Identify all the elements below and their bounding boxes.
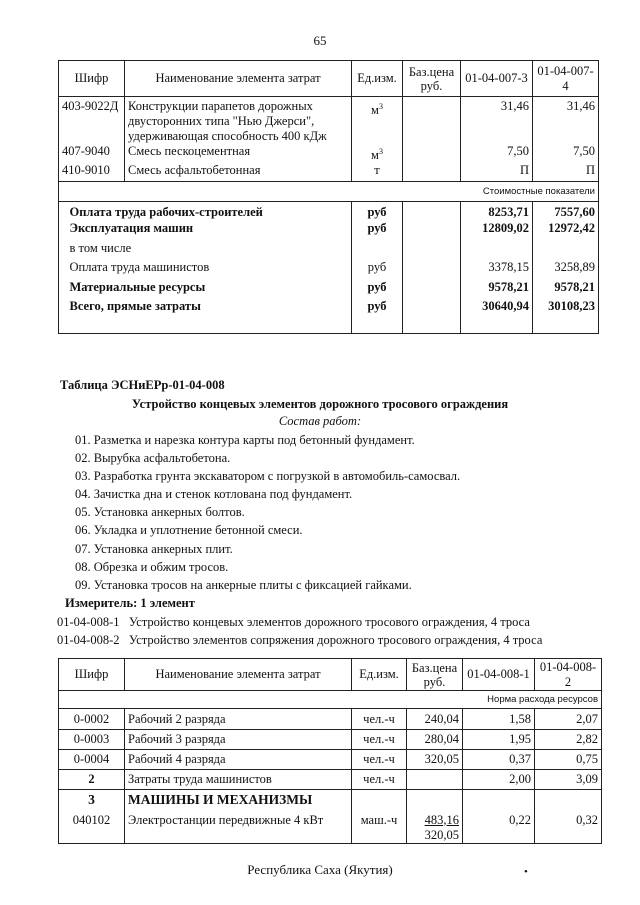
- section-label-row: [59, 691, 602, 709]
- row-name: Смесь пескоцементная: [125, 144, 352, 163]
- row-name: Рабочий 4 разряда: [125, 750, 352, 770]
- composition-title: Состав работ:: [278, 414, 362, 428]
- section-label: Стоимостные показатели: [59, 181, 599, 201]
- cost-v2: 3258,89: [533, 260, 599, 280]
- cost-row: [59, 241, 599, 260]
- row-price: 280,04: [407, 730, 463, 750]
- row-price: [407, 770, 463, 790]
- row-code: 3: [59, 790, 125, 810]
- cost-name: Материальные ресурсы: [125, 280, 352, 299]
- row-price: [403, 163, 461, 181]
- work-step: 01. Разметка и нарезка контура карты под бетонный фундамент.: [75, 433, 415, 447]
- table-row: [59, 790, 602, 810]
- cost-name: в том числе: [125, 241, 352, 260]
- cost-v2: 9578,21: [533, 280, 599, 299]
- table-row: [59, 750, 602, 770]
- cost-row: [59, 201, 599, 221]
- row-v1: 2,00: [463, 770, 535, 790]
- header-col1: 01-04-008-1: [463, 659, 535, 691]
- row-name: Электростанции передвижные 4 кВт: [125, 810, 352, 844]
- work-step: 03. Разработка грунта экскаватором с погрузкой в автомобиль-самосвал.: [75, 469, 461, 483]
- header-price: Баз.цена руб.: [407, 659, 463, 691]
- header-code: Шифр: [59, 61, 125, 97]
- cost-v1: 8253,71: [461, 201, 533, 221]
- table-row: [59, 810, 602, 844]
- header-unit: Ед.изм.: [352, 61, 403, 97]
- row-name: Рабочий 2 разряда: [125, 709, 352, 730]
- header-name: Наименование элемента затрат: [125, 659, 352, 691]
- section-label: Норма расхода ресурсов: [59, 691, 602, 709]
- cost-name: Оплата труда машинистов: [125, 260, 352, 280]
- row-v1: 31,46: [461, 97, 533, 145]
- row-name: Рабочий 3 разряда: [125, 730, 352, 750]
- row-code: 0-0003: [59, 730, 125, 750]
- cost-v2: 30108,23: [533, 299, 599, 333]
- measure-unit: Измеритель: 1 элемент: [65, 596, 195, 610]
- footer-mark: •: [524, 866, 528, 878]
- row-v2: 31,46: [533, 97, 599, 145]
- row-v2: 0,75: [535, 750, 602, 770]
- row-price: 320,05: [407, 750, 463, 770]
- code-description: 01-04-008-2 Устройство элементов сопряжения дорожного тросового ограждения, 4 троса: [57, 633, 543, 647]
- row-code: 403-9022Д: [59, 97, 125, 145]
- cost-v1: [461, 241, 533, 260]
- work-step: 08. Обрезка и обжим тросов.: [75, 560, 229, 574]
- row-v2: 2,82: [535, 730, 602, 750]
- cost-unit: руб: [352, 280, 403, 299]
- row-v1: 7,50: [461, 144, 533, 163]
- table-row: [59, 770, 602, 790]
- header-code: Шифр: [59, 659, 125, 691]
- work-step: 07. Установка анкерных плит.: [75, 542, 233, 556]
- row-v2: 0,32: [535, 810, 602, 844]
- table-row: [59, 730, 602, 750]
- cost-v1: 3378,15: [461, 260, 533, 280]
- work-step: 09. Установка тросов на анкерные плиты с фиксацией гайками.: [75, 578, 412, 592]
- cost-name: Эксплуатация машин: [125, 221, 352, 241]
- table-row: [59, 97, 599, 145]
- cost-unit: руб: [352, 221, 403, 241]
- row-v1: 0,22: [463, 810, 535, 844]
- row-price: [407, 790, 463, 810]
- cost-v1: 30640,94: [461, 299, 533, 333]
- row-v2: 7,50: [533, 144, 599, 163]
- row-unit: $м^3$: [352, 144, 403, 163]
- work-step: 06. Укладка и уплотнение бетонной смеси.: [75, 523, 303, 537]
- row-unit: чел.-ч: [352, 730, 407, 750]
- row-name: МАШИНЫ И МЕХАНИЗМЫ: [125, 790, 352, 810]
- row-v2: П: [533, 163, 599, 181]
- row-v1: П: [461, 163, 533, 181]
- cost-v1: 12809,02: [461, 221, 533, 241]
- row-v1: 1,58: [463, 709, 535, 730]
- cost-table-1: [58, 60, 599, 334]
- cost-unit: руб: [352, 201, 403, 221]
- row-code: 0-0004: [59, 750, 125, 770]
- row-code: 407-9040: [59, 144, 125, 163]
- header-unit: Ед.изм.: [352, 659, 407, 691]
- row-unit: чел.-ч: [352, 750, 407, 770]
- page-number: 65: [313, 33, 327, 48]
- row-code: 0-0002: [59, 709, 125, 730]
- row-name: Конструкции парапетов дорожных двусторонних типа "Нью Джерси", удерживающая способность 400 кДж: [125, 97, 352, 145]
- table-title: Таблица ЭСНиЕРр-01-04-008: [60, 378, 225, 392]
- row-unit: маш.-ч: [352, 810, 407, 844]
- row-unit: т: [352, 163, 403, 181]
- row-v2: 2,07: [535, 709, 602, 730]
- cost-v2: 12972,42: [533, 221, 599, 241]
- cost-row: [59, 299, 599, 333]
- header-price: Баз.цена руб.: [403, 61, 461, 97]
- section-heading: Устройство концевых элементов дорожного тросового ограждения: [131, 397, 509, 411]
- header-name: Наименование элемента затрат: [125, 61, 352, 97]
- row-price: 240,04: [407, 709, 463, 730]
- code-description: 01-04-008-1 Устройство концевых элементов дорожного тросового ограждения, 4 троса: [57, 615, 530, 629]
- row-code: 410-9010: [59, 163, 125, 181]
- row-v1: 1,95: [463, 730, 535, 750]
- header-col2: 01-04-007-4: [533, 61, 599, 97]
- cost-name: Всего, прямые затраты: [125, 299, 352, 333]
- row-price: 483,16 320,05: [407, 810, 463, 844]
- cost-unit: [352, 241, 403, 260]
- cost-v2: 7557,60: [533, 201, 599, 221]
- row-name: Смесь асфальтобетонная: [125, 163, 352, 181]
- work-step: 02. Вырубка асфальтобетона.: [75, 451, 231, 465]
- cost-unit: руб: [352, 299, 403, 333]
- work-step: 04. Зачистка дна и стенок котлована под фундамент.: [75, 487, 353, 501]
- cost-unit: руб: [352, 260, 403, 280]
- row-v1: [463, 790, 535, 810]
- cost-row: [59, 260, 599, 280]
- section-label-row: [59, 181, 599, 201]
- row-price: [403, 97, 461, 145]
- cost-row: [59, 280, 599, 299]
- table-row: [59, 709, 602, 730]
- row-price: [403, 144, 461, 163]
- cost-name: Оплата труда рабочих-строителей: [125, 201, 352, 221]
- cost-v1: 9578,21: [461, 280, 533, 299]
- row-unit: $м^3$: [352, 97, 403, 145]
- footer-region: Республика Саха (Якутия): [247, 862, 393, 877]
- row-unit: [352, 790, 407, 810]
- work-step: 05. Установка анкерных болтов.: [75, 505, 245, 519]
- row-name: Затраты труда машинистов: [125, 770, 352, 790]
- row-unit: чел.-ч: [352, 770, 407, 790]
- cost-row: [59, 221, 599, 241]
- table-header-row: [59, 659, 602, 691]
- row-v2: [535, 790, 602, 810]
- header-col2: 01-04-008-2: [535, 659, 602, 691]
- table-row: [59, 144, 599, 163]
- row-code: 2: [59, 770, 125, 790]
- row-v2: 3,09: [535, 770, 602, 790]
- row-code: 040102: [59, 810, 125, 844]
- row-unit: чел.-ч: [352, 709, 407, 730]
- row-v1: 0,37: [463, 750, 535, 770]
- header-col1: 01-04-007-3: [461, 61, 533, 97]
- resource-table-2: [58, 658, 602, 844]
- cost-v2: [533, 241, 599, 260]
- table-header-row: [59, 61, 599, 97]
- table-row: [59, 163, 599, 181]
